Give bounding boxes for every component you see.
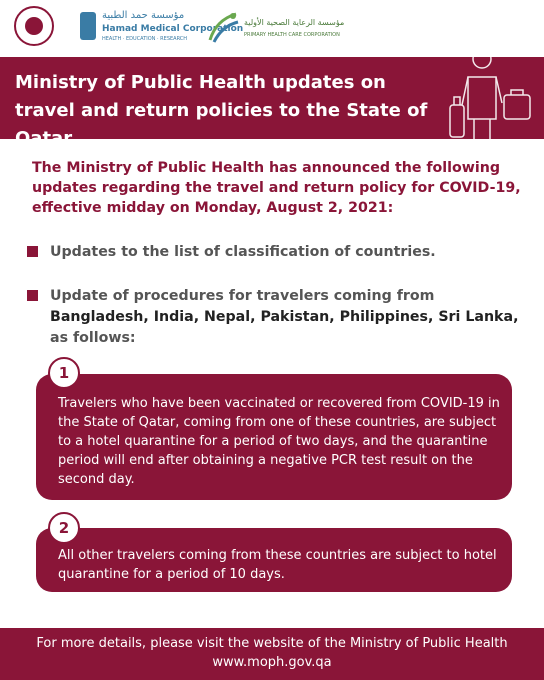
title-banner [0,57,544,149]
phcc-arabic-name: مؤسسة الرعاية الصحية الأولية [244,18,345,27]
hmc-tagline: HEALTH · EDUCATION · RESEARCH [102,36,188,42]
website-link[interactable]: www.moph.gov.qa [212,655,332,670]
rule-card-1 [36,374,512,500]
footer [0,628,544,680]
hmc-mark-icon [80,12,96,40]
footer-note: For more details, please visit the website of the Ministry of Public Health [36,636,508,651]
bullet-item-tail: as follows: [50,330,136,346]
bullet-square-icon [27,246,38,257]
bullet-item-lead: Update of procedures for travelers coming from [50,288,435,304]
qatar-emblem-logo [14,6,54,46]
bullet-item-procedures [50,286,530,349]
bullet-item-classification: Updates to the list of classification of countries. [50,244,436,260]
phcc-mark-icon [206,10,240,46]
rule-card-text: All other travelers coming from these countries are subject to hotel quarantine for a period of 10 days. [58,548,497,582]
page-title: Ministry of Public Health updates on travel and return policies to the State of Qatar [15,72,428,149]
phcc-english-name: PRIMARY HEALTH CARE CORPORATION [244,32,340,38]
traveler-with-luggage-icon [444,47,536,147]
phcc-logo [206,10,345,46]
number-badge-1: 1 [48,357,80,389]
number-badge-2: 2 [48,512,80,544]
intro-paragraph: The Ministry of Public Health has announced the following updates regarding the travel and return policy for COVID-19, effective midday on Monday, August 2, 2021: [32,160,521,216]
hmc-english-name: Hamad Medical Corporation [102,24,244,34]
hmc-logo [80,10,244,46]
country-list: Bangladesh, India, Nepal, Pakistan, Philippines, Sri Lanka, [50,309,519,325]
rule-card-2 [36,528,512,592]
logo-bar [0,0,544,52]
hmc-arabic-name: مؤسسة حمد الطبية [102,10,185,21]
bullet-square-icon [27,290,38,301]
rule-card-text: Travelers who have been vaccinated or recovered from COVID-19 in the State of Qatar, coming from one of these countries, are subject to a hotel quarantine for a period of two days, and the quarantine period will end after obtaining a negative PCR test result on the second day. [58,396,500,487]
